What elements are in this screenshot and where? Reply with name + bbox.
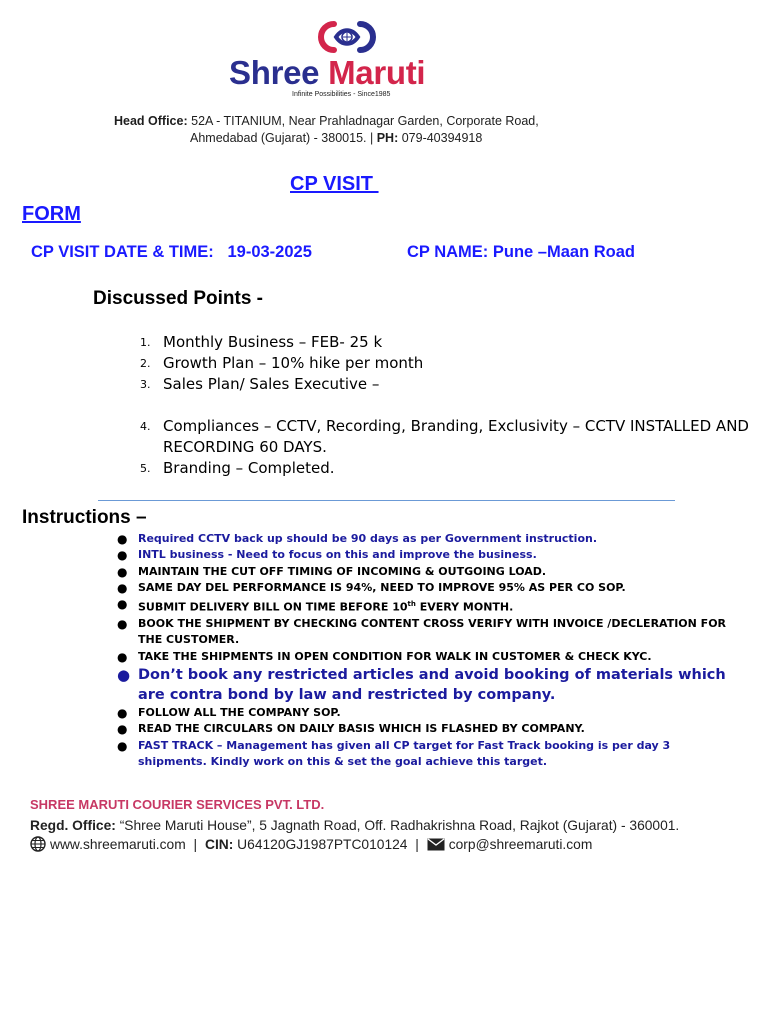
bullet-icon: ●: [117, 649, 128, 664]
list-item-text: TAKE THE SHIPMENTS IN OPEN CONDITION FOR WALK IN CUSTOMER & CHECK KYC.: [138, 649, 652, 663]
reg-office-address: “Shree Maruti House”, 5 Jagnath Road, Off. Radhakrishna Road, Rajkot (Gujarat) - 360001.: [115, 818, 680, 833]
bullet-icon: ●: [117, 738, 128, 753]
list-item-text: Don’t book any restricted articles and avoid booking of materials which are contra bond by law and restricted by company.: [138, 667, 726, 704]
website-link[interactable]: www.shreemaruti.com: [50, 836, 186, 852]
bullet-icon: ●: [117, 666, 131, 685]
brand-name: [229, 54, 425, 92]
list-item: [130, 353, 750, 374]
head-office-address-line2: [190, 131, 680, 145]
visit-date-time: CP VISIT DATE & TIME: 19-03-2025: [31, 243, 312, 261]
footer-registered-office: [30, 818, 679, 833]
head-office-city: Ahmedabad (Gujarat) - 380015. |: [190, 131, 377, 145]
discussed-points-heading: Discussed Points -: [93, 288, 263, 309]
bullet-icon: ●: [117, 722, 128, 737]
discussed-points-list: [130, 332, 750, 479]
bullet-icon: ●: [117, 617, 128, 632]
form-title-line2: FORM: [22, 203, 81, 225]
brand-word-shree: Shree: [229, 54, 320, 91]
head-office-address: 52A - TITANIUM, Near Prahladnagar Garden, Corporate Road,: [187, 114, 539, 128]
footer-company-name: SHREE MARUTI COURIER SERVICES PVT. LTD.: [30, 797, 325, 812]
list-item: [113, 531, 738, 547]
separator: |: [189, 836, 201, 852]
list-item: [113, 738, 738, 771]
list-item-text: READ THE CIRCULARS ON DAILY BASIS WHICH IS FLASHED BY COMPANY.: [138, 722, 585, 736]
cin: [205, 837, 407, 852]
bullet-icon: ●: [117, 706, 128, 721]
list-item-text: Growth Plan – 10% hike per month: [163, 354, 424, 372]
email-link[interactable]: corp@shreemaruti.com: [448, 836, 593, 852]
list-item: [113, 547, 738, 563]
phone-number: 079-40394918: [398, 131, 483, 145]
list-number: 1.: [140, 336, 151, 349]
list-item: [113, 721, 738, 737]
list-item-text: INTL business - Need to focus on this and improve the business.: [138, 548, 537, 562]
list-item: [130, 374, 750, 395]
head-office-label: Head Office:: [114, 114, 188, 128]
list-item: [130, 416, 750, 458]
cp-name: CP NAME: Pune –Maan Road: [407, 243, 635, 261]
form-title-line1: CP VISIT: [290, 173, 379, 195]
bullet-icon: ●: [117, 564, 128, 579]
shree-maruti-logo-icon: [312, 20, 382, 54]
list-item: [113, 649, 738, 665]
list-number: 3.: [140, 378, 151, 391]
superscript: th: [407, 600, 416, 609]
list-item-text: Monthly Business – FEB- 25 k: [163, 333, 383, 351]
mail-icon: [427, 838, 445, 851]
list-item: [113, 580, 738, 596]
list-item: [113, 564, 738, 580]
list-item-text-tail: EVERY MONTH.: [415, 600, 514, 614]
globe-icon: [30, 836, 46, 852]
cin-label: CIN:: [204, 836, 234, 852]
list-item-text: BOOK THE SHIPMENT BY CHECKING CONTENT CROSS VERIFY WITH INVOICE /DECLERATION FOR THE CUSTOMER.: [138, 617, 727, 647]
list-item-text: Branding – Completed.: [163, 459, 335, 477]
bullet-icon: ●: [117, 580, 128, 595]
list-item-text: SAME DAY DEL PERFORMANCE IS 94%, NEED TO IMPROVE 95% AS PER CO SOP.: [138, 580, 626, 594]
bullet-icon: ●: [117, 548, 128, 563]
list-item: [113, 705, 738, 721]
list-item-text: SUBMIT DELIVERY BILL ON TIME BEFORE 10: [138, 600, 408, 614]
list-item-text: MAINTAIN THE CUT OFF TIMING OF INCOMING & OUTGOING LOAD.: [138, 564, 547, 578]
list-item: [113, 665, 738, 705]
list-item-text: Compliances – CCTV, Recording, Branding, Exclusivity – CCTV INSTALLED AND RECORDING 60 DAYS.: [163, 417, 749, 456]
cin-number: U64120GJ1987PTC010124: [233, 836, 408, 852]
bullet-icon: ●: [117, 532, 128, 546]
list-item-text: Required CCTV back up should be 90 days as per Government instruction.: [138, 532, 598, 545]
list-number: 2.: [140, 357, 151, 370]
list-item: [130, 332, 750, 353]
instructions-list: [113, 531, 738, 770]
list-item: [130, 458, 750, 479]
list-item: [113, 596, 738, 616]
phone-label: PH:: [376, 131, 399, 145]
instructions-heading: Instructions –: [22, 507, 147, 528]
brand-tagline: Infinite Possibilities - Since1985: [292, 91, 391, 98]
list-item-text: Sales Plan/ Sales Executive –: [163, 375, 380, 393]
footer-contact: [30, 836, 592, 852]
list-number: 5.: [140, 462, 151, 475]
bullet-icon: ●: [117, 597, 128, 612]
brand-word-maruti: Maruti: [328, 54, 426, 91]
reg-office-label: Regd. Office:: [30, 818, 116, 833]
list-item: [113, 616, 738, 649]
section-divider: [98, 500, 675, 501]
head-office-address-line1: [114, 114, 604, 128]
list-item-text: FOLLOW ALL THE COMPANY SOP.: [138, 706, 341, 720]
separator: |: [411, 836, 423, 852]
list-number: 4.: [140, 420, 151, 433]
list-item-text: FAST TRACK – Management has given all CP target for Fast Track booking is per day 3 shipments. Kindly work on this & set the goal achieve this target.: [138, 738, 671, 768]
